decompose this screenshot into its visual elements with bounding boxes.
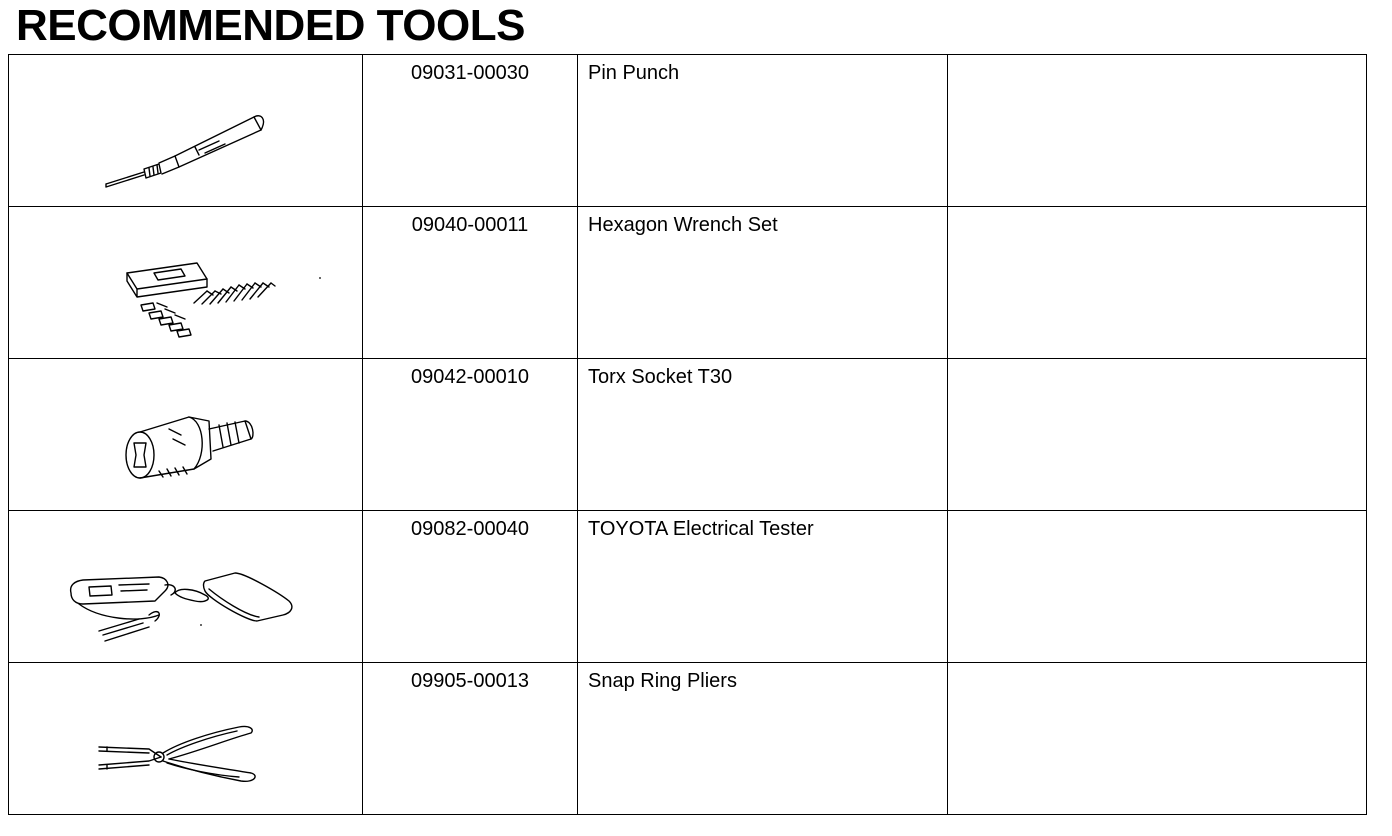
tool-note <box>948 359 1366 365</box>
part-number: 09040-00011 <box>411 214 529 236</box>
tool-note <box>948 663 1366 669</box>
part-number: 09905-00013 <box>411 670 529 692</box>
tool-name: Pin Punch <box>588 62 680 84</box>
part-number-cell <box>363 207 578 359</box>
tool-name-cell <box>578 663 948 815</box>
table-row <box>9 207 1367 359</box>
note-cell <box>948 207 1367 359</box>
pin-punch-icon <box>9 55 362 208</box>
part-number: 09031-00030 <box>411 62 529 84</box>
note-cell <box>948 359 1367 511</box>
tool-name: Torx Socket T30 <box>588 366 733 388</box>
tool-name: TOYOTA Electrical Tester <box>588 518 814 540</box>
tool-name-cell <box>578 359 948 511</box>
tool-note <box>948 511 1366 517</box>
part-number-cell <box>363 55 578 207</box>
tool-illustration-cell <box>9 511 363 663</box>
page-title: RECOMMENDED TOOLS <box>16 1 525 50</box>
part-number-cell <box>363 511 578 663</box>
table-row <box>9 359 1367 511</box>
tool-name-cell <box>578 207 948 359</box>
torx-socket-icon <box>9 359 362 512</box>
tools-table <box>8 54 1367 815</box>
tool-name: Snap Ring Pliers <box>588 670 737 692</box>
tool-illustration-cell <box>9 663 363 815</box>
tool-note <box>948 55 1366 61</box>
tool-illustration-cell <box>9 359 363 511</box>
table-row <box>9 55 1367 207</box>
electrical-tester-icon <box>9 511 362 664</box>
part-number-cell <box>363 663 578 815</box>
snap-ring-pliers-icon <box>9 663 362 816</box>
part-number-cell <box>363 359 578 511</box>
part-number: 09042-00010 <box>411 366 529 388</box>
tool-note <box>948 207 1366 213</box>
tool-name-cell <box>578 55 948 207</box>
tool-name: Hexagon Wrench Set <box>588 214 778 236</box>
table-row <box>9 663 1367 815</box>
tool-name-cell <box>578 511 948 663</box>
hexagon-wrench-set-icon <box>9 207 362 360</box>
note-cell <box>948 511 1367 663</box>
note-cell <box>948 55 1367 207</box>
tool-illustration-cell <box>9 207 363 359</box>
table-row <box>9 511 1367 663</box>
tool-illustration-cell <box>9 55 363 207</box>
note-cell <box>948 663 1367 815</box>
part-number: 09082-00040 <box>411 518 529 540</box>
